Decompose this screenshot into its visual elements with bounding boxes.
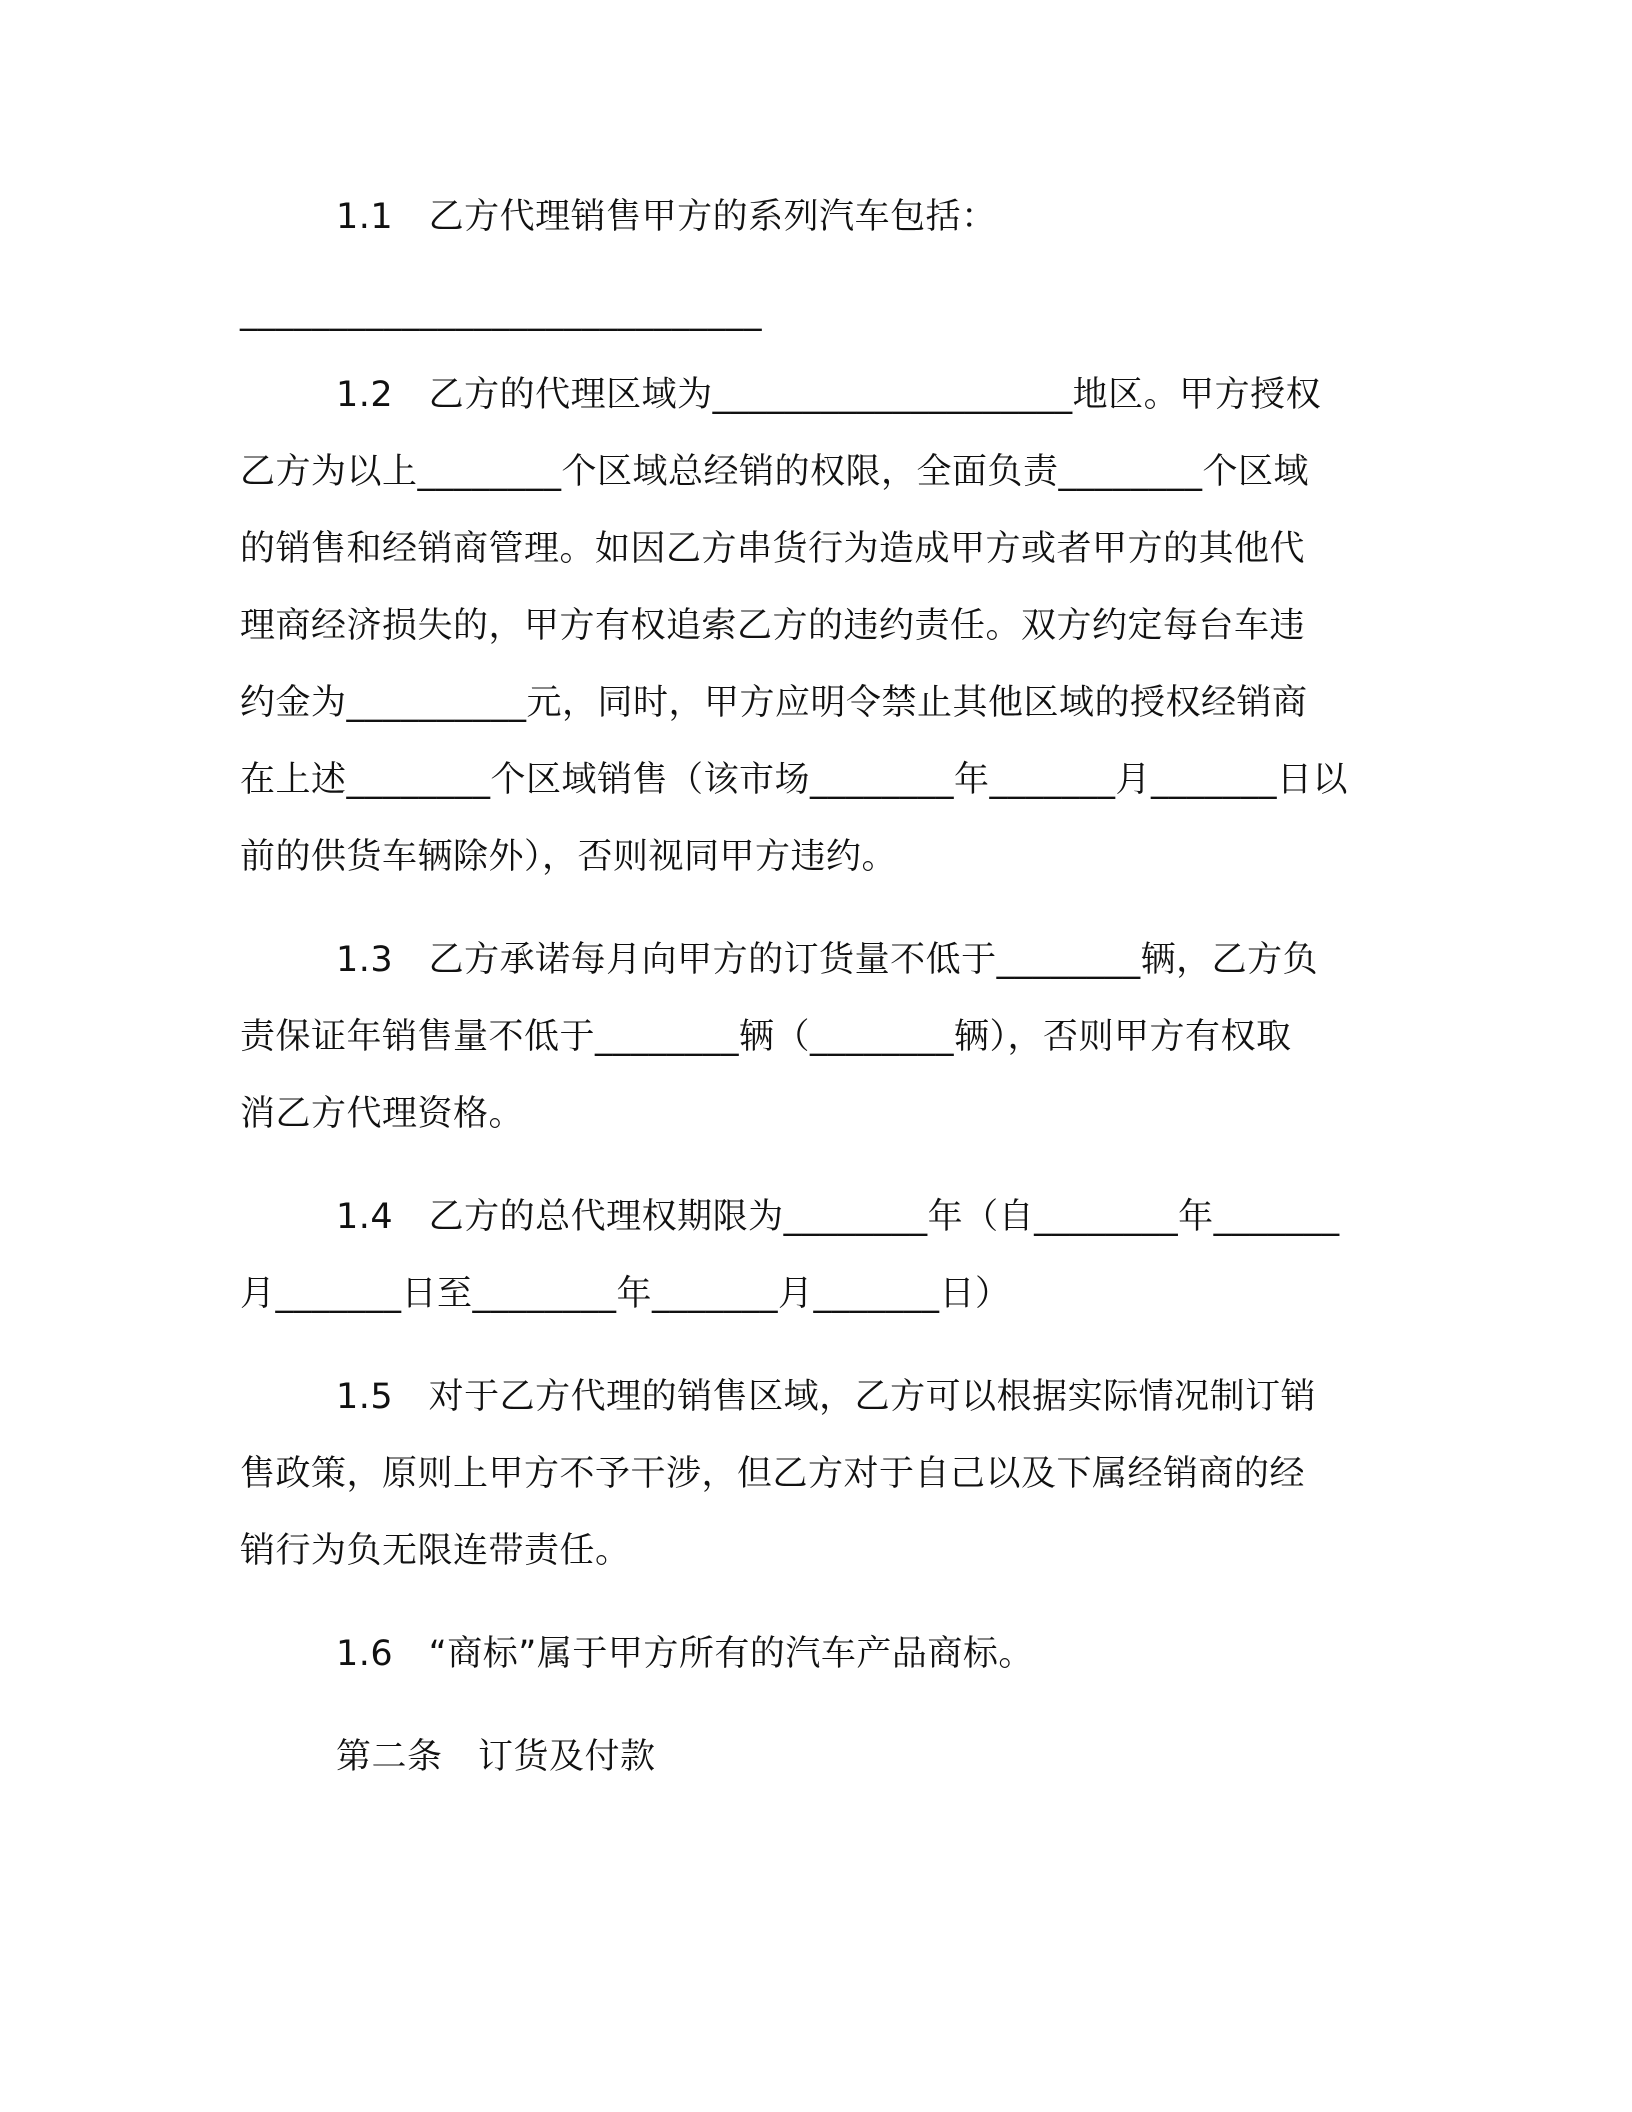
clause-1-2-line-4: 理商经济损失的，甲方有权追索乙方的违约责任。双方约定每台车违 [240, 606, 1306, 646]
clause-1-4-line-2: 月_______日至________年_______月_______日） [240, 1274, 1011, 1314]
clause-1-2-line-5: 约金为__________元，同时，甲方应明令禁止其他区域的授权经销商 [240, 683, 1308, 723]
clause-1-2-line-7: 前的供货车辆除外），否则视同甲方违约。 [240, 837, 898, 877]
clause-1-2-line-1: 1.2 乙方的代理区域为____________________地区。甲方授权 [336, 375, 1322, 415]
clause-1-2-line-2: 乙方为以上________个区域总经销的权限，全面负责________个区域 [240, 452, 1310, 492]
clause-1-3-line-3: 消乙方代理资格。 [240, 1094, 525, 1134]
clause-1-3-line-2: 责保证年销售量不低于________辆（________辆），否则甲方有权取 [240, 1017, 1292, 1057]
clause-1-1-line-1: 1.1 乙方代理销售甲方的系列汽车包括： [336, 197, 997, 237]
clause-1-3-line-1: 1.3 乙方承诺每月向甲方的订货量不低于________辆，乙方负 [336, 940, 1319, 980]
clause-1-5-line-1: 1.5 对于乙方代理的销售区域，乙方可以根据实际情况制订销 [336, 1377, 1317, 1417]
clause-1-5-line-3: 销行为负无限连带责任。 [240, 1531, 631, 1571]
clause-1-2-line-3: 的销售和经销商管理。如因乙方串货行为造成甲方或者甲方的其他代 [240, 529, 1306, 569]
clause-1-5-line-2: 售政策，原则上甲方不予干涉，但乙方对于自己以及下属经销商的经 [240, 1454, 1306, 1494]
clause-1-6-line-1: 1.6 “商标”属于甲方所有的汽车产品商标。 [336, 1634, 1034, 1674]
section-heading: 第二条 订货及付款 [336, 1737, 656, 1777]
clause-1-2-line-6: 在上述________个区域销售（该市场________年_______月_______日以 [240, 760, 1349, 800]
clause-1-1-blank-line: _____________________________ [240, 292, 762, 332]
clause-1-4-line-1: 1.4 乙方的总代理权期限为________年（自________年_______ [336, 1197, 1340, 1237]
